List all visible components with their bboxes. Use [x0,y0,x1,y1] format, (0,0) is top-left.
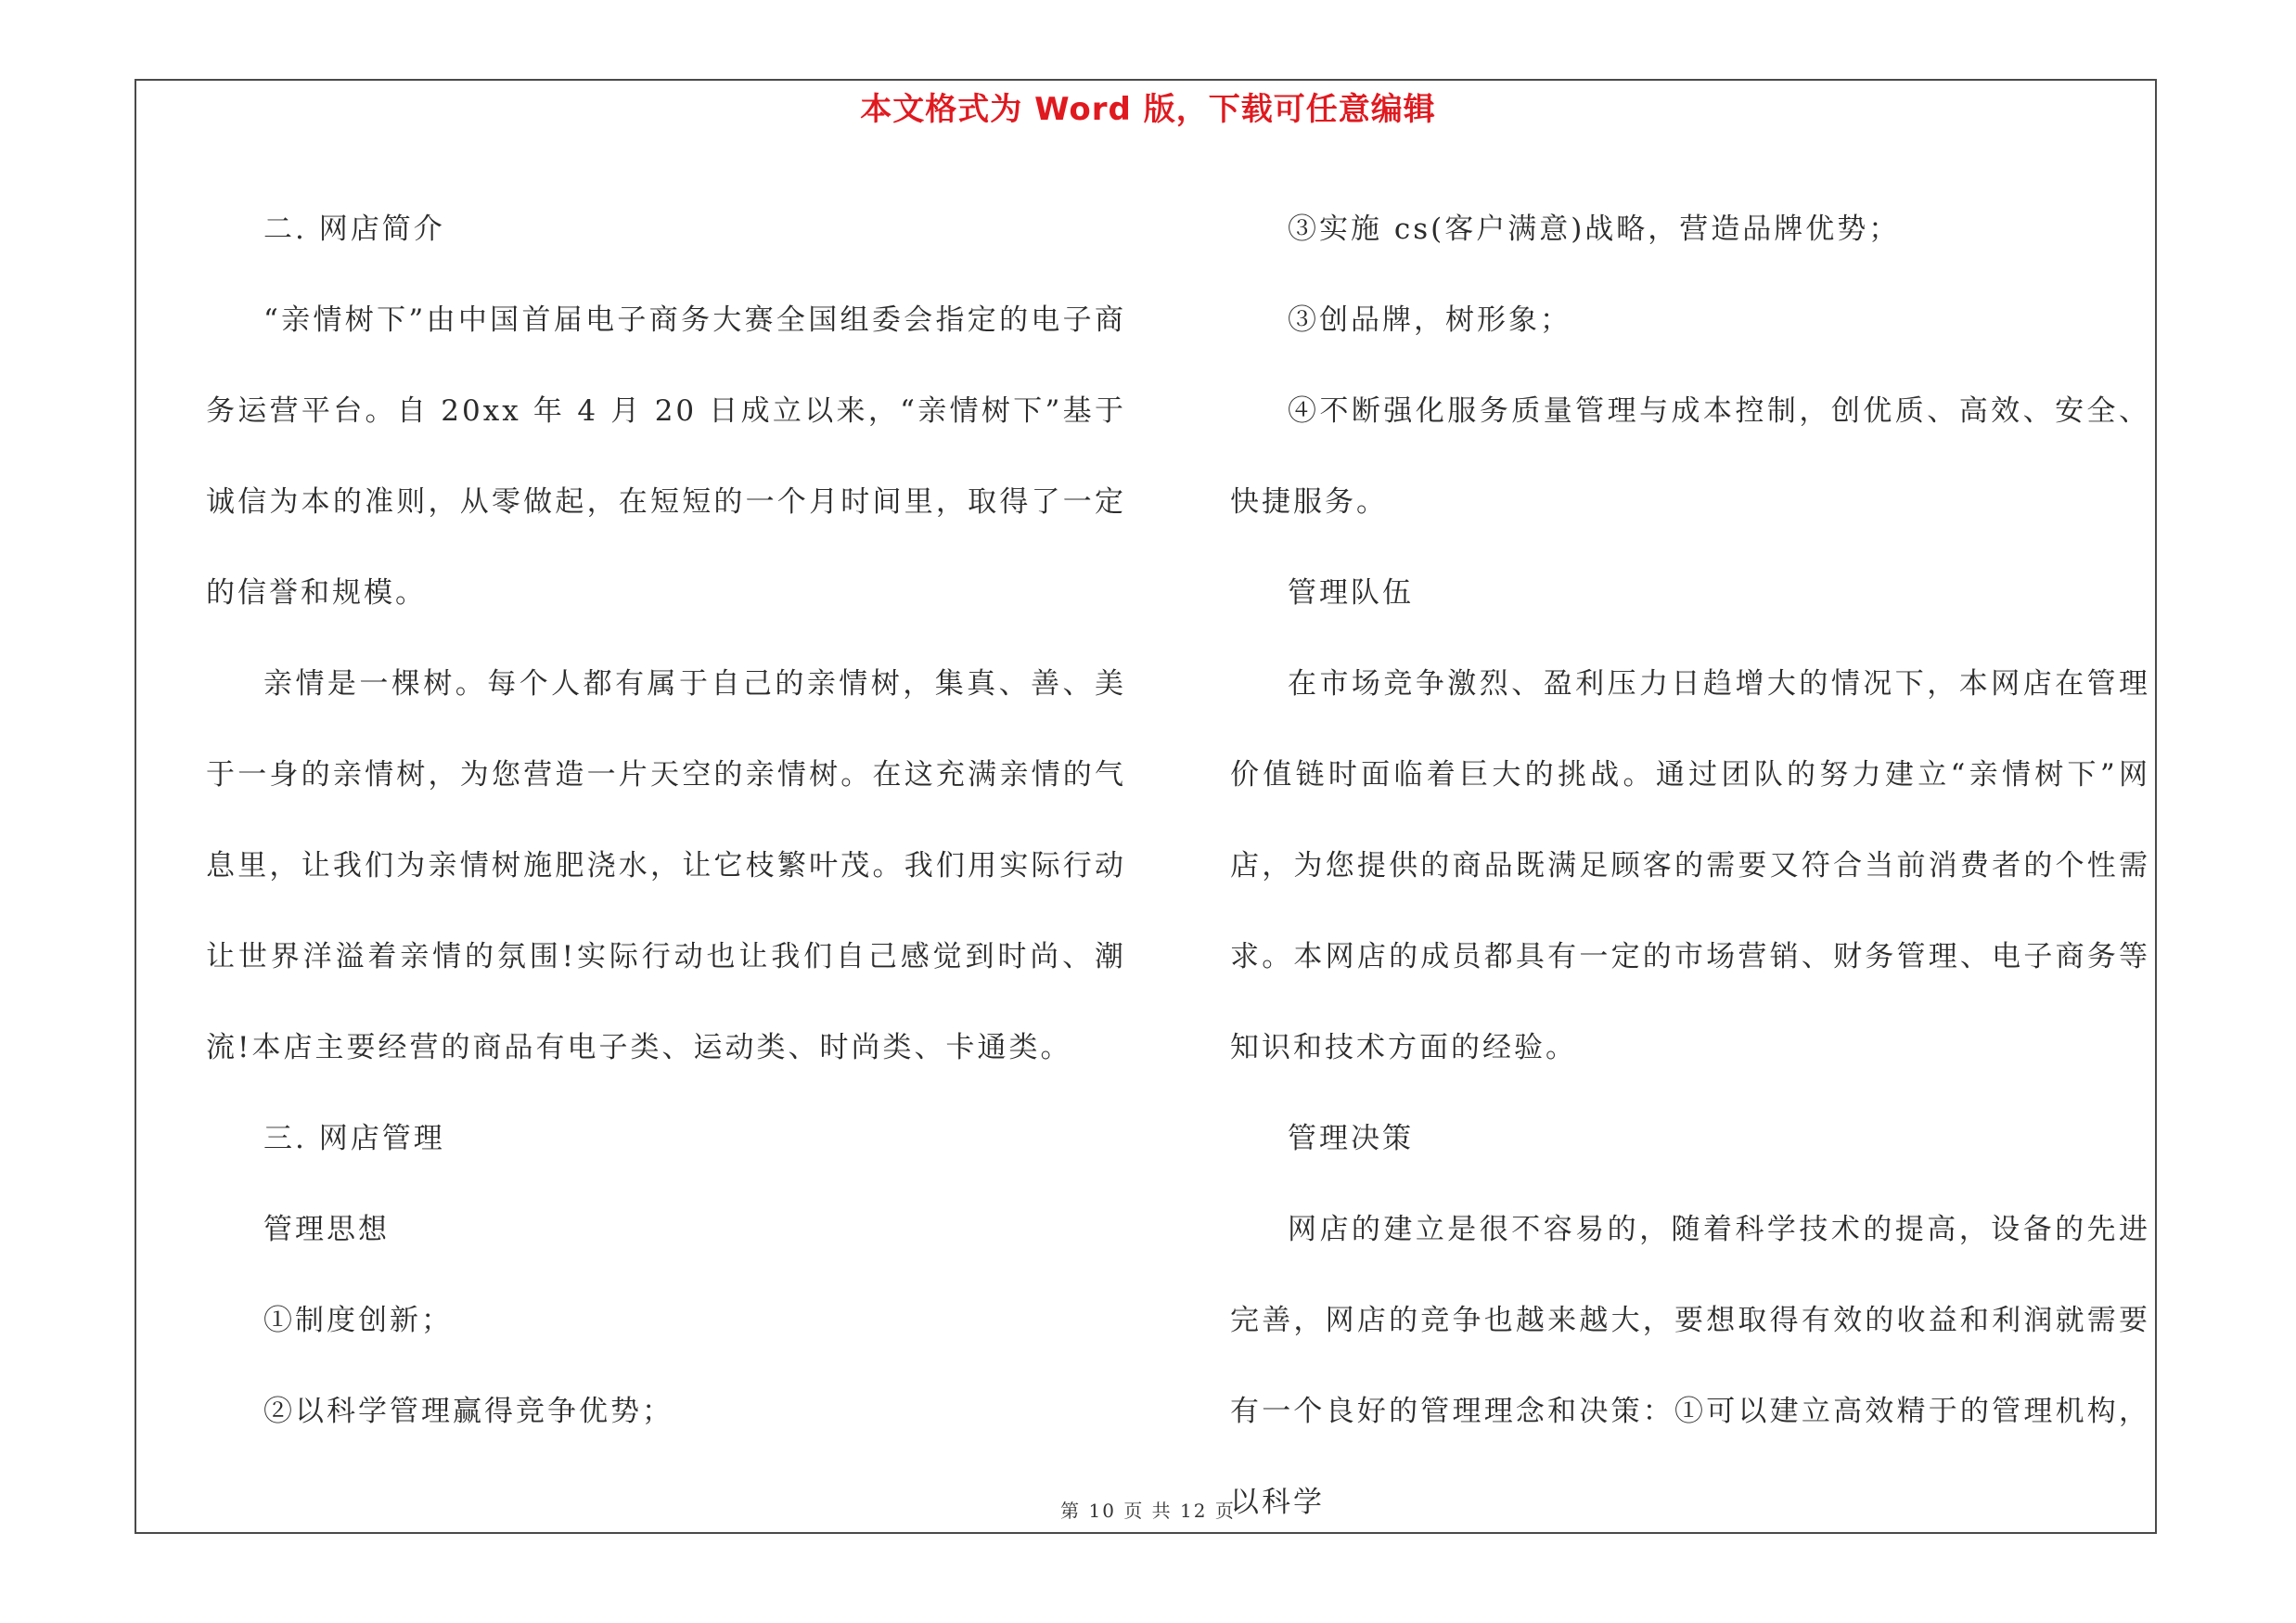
list-item-scientific-management: ②以科学管理赢得竞争优势； [263,1395,673,1428]
right-column [1230,184,2150,1548]
subheading-management-team: 管理队伍 [1288,576,1414,610]
subheading-management-decision: 管理决策 [1288,1122,1414,1155]
list-item-cs-strategy: ③实施 cs(客户满意)战略，营造品牌优势； [1288,213,1901,246]
paragraph-family-tree: 亲情是一棵树。每个人都有属于自己的亲情树，集真、善、美于一身的亲情树，为您营造一片天空的亲情树。在这充满亲情的气息里，让我们为亲情树施肥浇水，让它枝繁叶茂。我们用实际行动让世界洋溢着亲情的氛围!实际行动也让我们自己感觉到时尚、潮流!本店主要经营的商品有电子类、运动类、时尚类、卡通类。 [206,667,1126,1064]
list-item-brand: ③创品牌，树形象； [1288,303,1571,337]
section-heading-shop-management: 三. 网店管理 [263,1122,445,1155]
page-number: 第 10 页 共 12 页 [1060,1500,1236,1522]
paragraph-management-decision: 网店的建立是很不容易的，随着科学技术的提高，设备的先进完善，网店的竞争也越来越大，要想取得有效的收益和利润就需要有一个良好的管理理念和决策：①可以建立高效精于的管理机构，以科学 [1230,1213,2150,1519]
paragraph-management-team: 在市场竞争激烈、盈利压力日趋增大的情况下，本网店在管理价值链时面临着巨大的挑战。通过团队的努力建立“亲情树下”网店，为您提供的商品既满足顾客的需要又符合当前消费者的个性需求。本网店的成员都具有一定的市场营销、财务管理、电子商务等知识和技术方面的经验。 [1230,667,2150,1064]
subheading-management-philosophy: 管理思想 [263,1213,390,1246]
list-item-quality-control: ④不断强化服务质量管理与成本控制，创优质、高效、安全、快捷服务。 [1230,394,2150,519]
left-column [206,184,1126,1457]
section-heading-shop-intro: 二. 网店简介 [263,213,445,246]
list-item-system-innovation: ①制度创新； [263,1304,453,1337]
format-banner: 本文格式为 Word 版，下载可任意编辑 [860,91,1436,128]
paragraph-shop-intro: “亲情树下”由中国首届电子商务大赛全国组委会指定的电子商务运营平台。自 20xx 年 4 月 20 日成立以来，“亲情树下”基于诚信为本的准则，从零做起，在短短的一个月时间里，取得了一定的信誉和规模。 [206,303,1126,610]
